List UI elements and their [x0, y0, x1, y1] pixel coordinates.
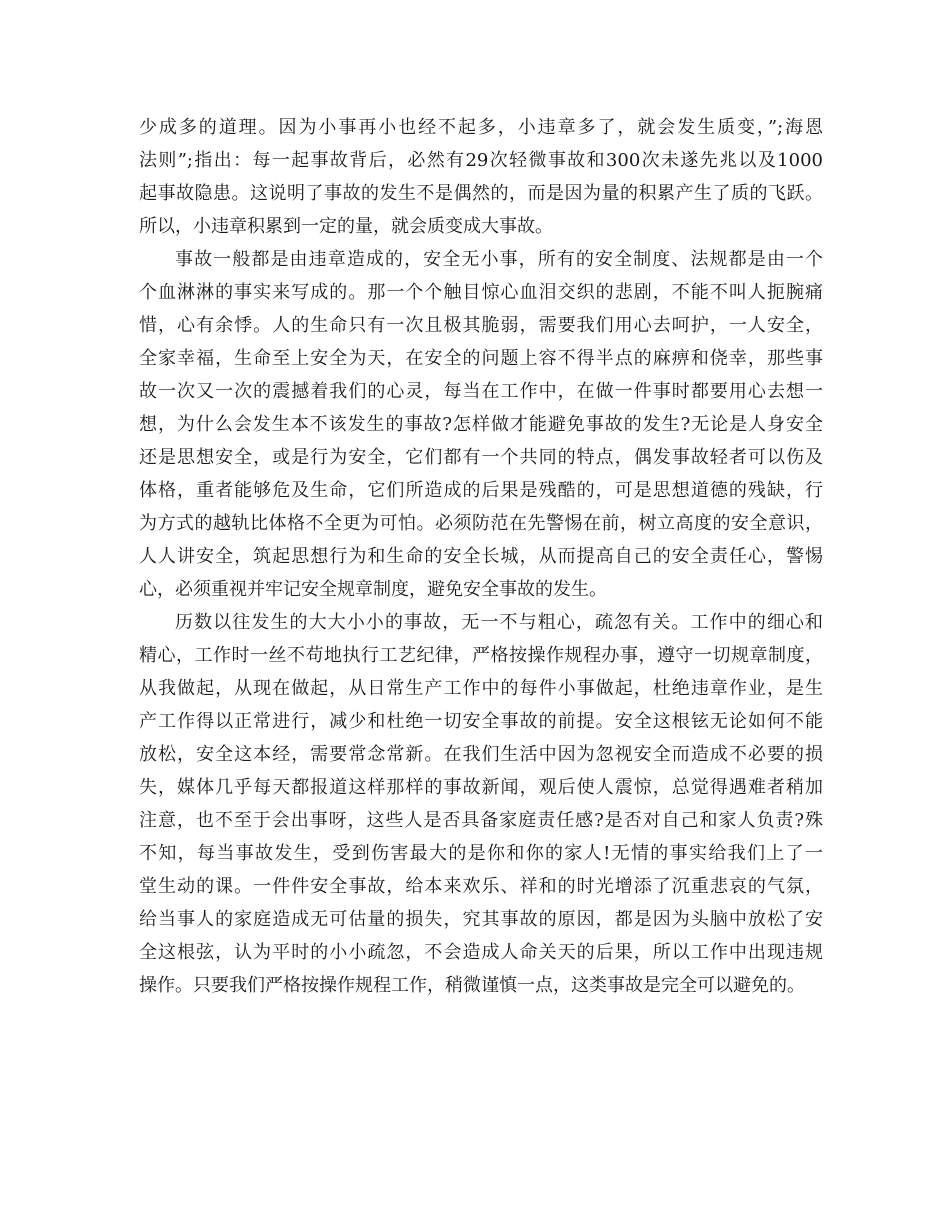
text-line: 操作。只要我们严格按操作规程工作，稍微谨慎一点，这类事故是完全可以避免的。	[139, 975, 805, 996]
document-body	[139, 111, 823, 1002]
text-line: 放松，安全这本经，需要常念常新。在我们生活中因为忽视安全而造成不必要的损	[139, 744, 823, 765]
text-line: 起事故隐患。这说明了事故的发生不是偶然的，而是因为量的积累产生了质的飞跃。	[139, 183, 823, 204]
text-line: 惜，心有余悸。人的生命只有一次且极其脆弱，需要我们用心去呵护，一人安全，	[139, 315, 823, 336]
text-line: 产工作得以正常进行，减少和杜绝一切安全事故的前提。安全这根铉无论如何不能	[139, 711, 823, 732]
text-line: 法则”;指出：每一起事故背后，必然有29次轻微事故和300次未遂先兆以及1000	[139, 150, 823, 171]
text-line: 堂生动的课。一件件安全事故，给本来欢乐、祥和的时光增添了沉重悲哀的气氛，	[139, 876, 823, 897]
text-line: 全这根弦，认为平时的小小疏忽，不会造成人命关天的后果，所以工作中出现违规	[139, 942, 823, 963]
text-line: 人人讲安全，筑起思想行为和生命的安全长城，从而提高自己的安全责任心，警惕	[139, 546, 823, 567]
text-line: 事故一般都是由违章造成的，安全无小事，所有的安全制度、法规都是由一个	[175, 249, 823, 270]
text-line: 全家幸福，生命至上安全为天，在安全的问题上容不得半点的麻痹和侥幸，那些事	[139, 348, 823, 369]
text-line: 想，为什么会发生本不该发生的事故?怎样做才能避免事故的发生?无论是人身安全	[139, 414, 823, 435]
text-line: 注意，也不至于会出事呀，这些人是否具备家庭责任感?是否对自己和家人负责?殊	[139, 810, 823, 831]
paragraph	[139, 606, 823, 1002]
text-line: 少成多的道理。因为小事再小也经不起多，小违章多了，就会发生质变，”;海恩	[139, 117, 823, 138]
text-line: 故一次又一次的震撼着我们的心灵，每当在工作中，在做一件事时都要用心去想一	[139, 381, 823, 402]
text-line: 从我做起，从现在做起，从日常生产工作中的每件小事做起，杜绝违章作业，是生	[139, 678, 823, 699]
text-line: 还是思想安全，或是行为安全，它们都有一个共同的特点，偶发事故轻者可以伤及	[139, 447, 823, 468]
paragraph	[139, 111, 823, 243]
text-line: 体格，重者能够危及生命，它们所造成的后果是残酷的，可是思想道德的残缺，行	[139, 480, 823, 501]
text-line: 个血淋淋的事实来写成的。那一个个触目惊心血泪交织的悲剧，不能不叫人扼腕痛	[139, 282, 823, 303]
text-line: 不知，每当事故发生，受到伤害最大的是你和你的家人!无情的事实给我们上了一	[139, 843, 823, 864]
text-line: 为方式的越轨比体格不全更为可怕。必须防范在先警惕在前，树立高度的安全意识，	[139, 513, 823, 534]
text-line: 所以，小违章积累到一定的量，就会质变成大事故。	[139, 216, 553, 237]
paragraph	[139, 243, 823, 606]
text-line: 心，必须重视并牢记安全规章制度，避免安全事故的发生。	[139, 579, 607, 600]
text-line: 历数以往发生的大大小小的事故，无一不与粗心，疏忽有关。工作中的细心和	[175, 612, 823, 633]
text-line: 给当事人的家庭造成无可估量的损失，究其事故的原因，都是因为头脑中放松了安	[139, 909, 823, 930]
text-line: 精心，工作时一丝不苟地执行工艺纪律，严格按操作规程办事，遵守一切规章制度，	[139, 645, 823, 666]
text-line: 失，媒体几乎每天都报道这样那样的事故新闻，观后使人震惊，总觉得遇难者稍加	[139, 777, 823, 798]
